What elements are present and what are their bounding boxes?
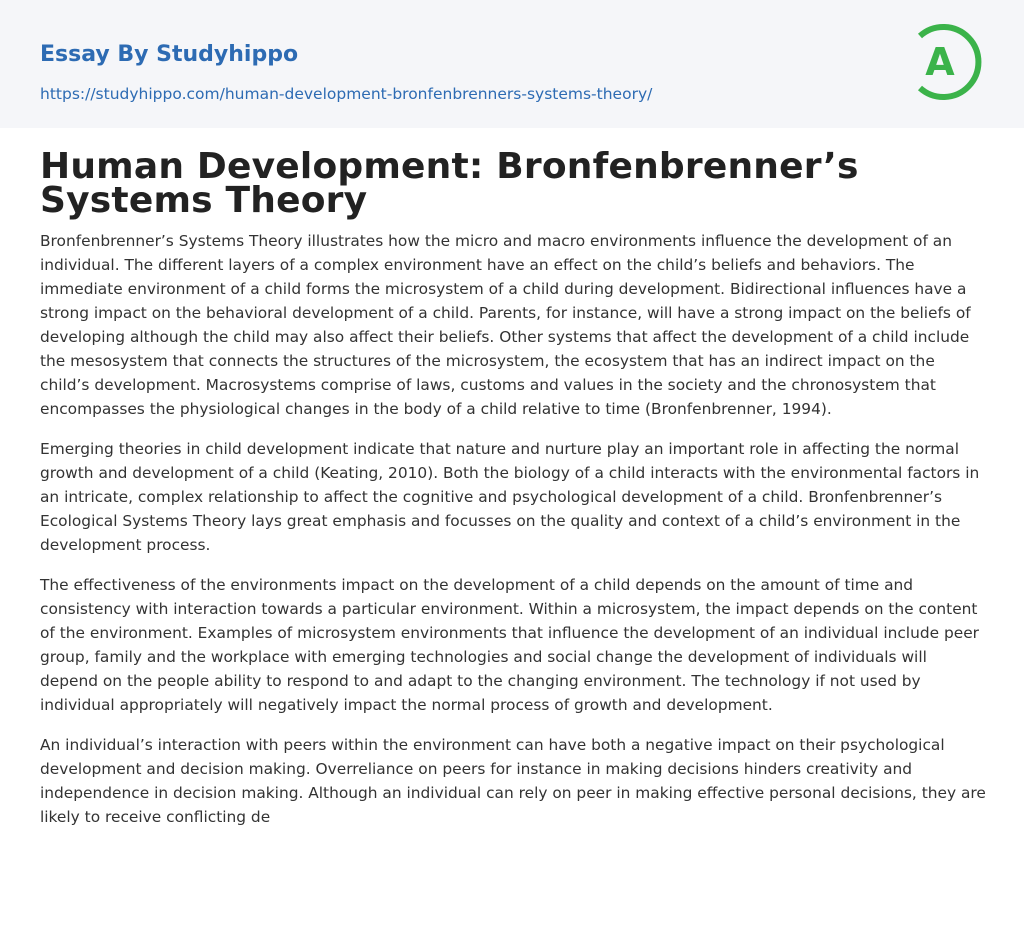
brand-title[interactable]: Essay By Studyhippo [40,42,299,67]
source-url-link[interactable]: https://studyhippo.com/human-development-bronfenbrenners-systems-theory/ [40,85,653,103]
paragraph: An individual’s interaction with peers within the environment can have both a negative impact on their psychological development and decision making. Overreliance on peers for instance in making decisions hinders creativity and independence in decision making. Although an individual can rely on peer in making effective personal decisions, they are likely to receive conflicting de [40,736,986,826]
logo-letter: A [925,40,955,84]
paragraph: Emerging theories in child development indicate that nature and nurture play an important role in affecting the normal growth and development of a child (Keating, 2010). Both the biology of a child interacts with the environmental factors in an intricate, complex relationship to affect the cognitive and psychological development of a child. Bronfenbrenner’s Ecological Systems Theory lays great emphasis and focusses on the quality and context of a child’s environment in the development process. [40,440,980,554]
page-title: Human Development: Bronfenbrenner’s Systems Theory [40,146,859,221]
article-body [40,229,986,845]
paragraph: The effectiveness of the environments impact on the development of a child depends on the amount of time and consistency with interaction towards a particular environment. Within a microsystem, the impact depends on the content of the environment. Examples of microsystem environments that influence the development of an individual include peer group, family and the workplace with emerging technologies and social change the development of individuals will depend on the people ability to respond to and adapt to the changing environment. The technology if not used by individual appropriately will negatively impact the normal process of growth and development. [40,576,980,714]
paragraph: Bronfenbrenner’s Systems Theory illustrates how the micro and macro environments influence the development of an individual. The different layers of a complex environment have an effect on the child’s beliefs and behaviors. The immediate environment of a child forms the microsystem of a child during development. Bidirectional influences have a strong impact on the behavioral development of a child. Parents, for instance, will have a strong impact on the beliefs of developing although the child may also affect their beliefs. Other systems that affect the development of a child include the mesosystem that connects the structures of the microsystem, the ecosystem that has an indirect impact on the child’s development. Macrosystems comprise of laws, customs and values in the society and the chronosystem that encompasses the physiological changes in the body of a child relative to time (Bronfenbrenner, 1994). [40,232,971,418]
